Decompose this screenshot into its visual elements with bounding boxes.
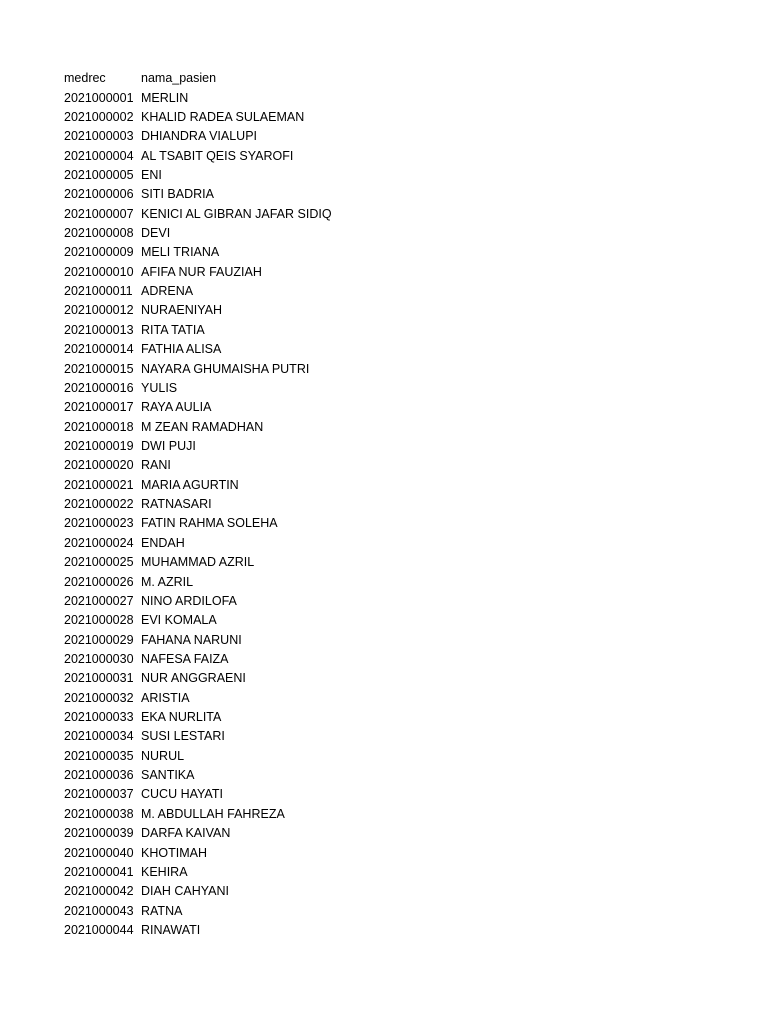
table-row [64, 476, 461, 495]
table-row [64, 843, 461, 862]
cell-nama-pasien: FATHIA ALISA [141, 342, 222, 357]
cell-medrec: 2021000044 [64, 922, 134, 937]
header-row [64, 69, 461, 88]
table-row [64, 205, 461, 224]
cell-medrec: 2021000015 [64, 361, 134, 376]
patient-table [64, 69, 461, 940]
cell-medrec: 2021000027 [64, 593, 134, 608]
cell-nama-pasien: M. ABDULLAH FAHREZA [141, 806, 285, 821]
cell-medrec: 2021000029 [64, 632, 134, 647]
table-row [64, 553, 461, 572]
cell-nama-pasien: MARIA AGURTIN [141, 477, 239, 492]
cell-nama-pasien: KHALID RADEA SULAEMAN [141, 109, 305, 124]
cell-nama-pasien: DHIANDRA VIALUPI [141, 129, 258, 144]
table-row [64, 572, 461, 591]
cell-medrec: 2021000005 [64, 167, 134, 182]
cell-nama-pasien: NINO ARDILOFA [141, 593, 237, 608]
cell-nama-pasien: MELI TRIANA [141, 245, 220, 260]
cell-nama-pasien: RANI [141, 458, 171, 473]
header-medrec: medrec [64, 71, 106, 86]
cell-medrec: 2021000042 [64, 884, 134, 899]
cell-medrec: 2021000041 [64, 864, 134, 879]
cell-nama-pasien: NURAENIYAH [141, 303, 223, 318]
cell-nama-pasien: KEHIRA [141, 864, 188, 879]
cell-nama-pasien: SUSI LESTARI [141, 729, 225, 744]
cell-medrec: 2021000035 [64, 748, 134, 763]
table-row [64, 437, 461, 456]
cell-medrec: 2021000014 [64, 342, 134, 357]
table-row [64, 592, 461, 611]
cell-medrec: 2021000024 [64, 535, 134, 550]
header-nama-pasien: nama_pasien [141, 71, 217, 86]
patient-sheet [64, 69, 744, 940]
cell-medrec: 2021000003 [64, 129, 134, 144]
cell-nama-pasien: EKA NURLITA [141, 710, 222, 725]
cell-medrec: 2021000040 [64, 845, 134, 860]
cell-nama-pasien: YULIS [141, 380, 178, 395]
table-row [64, 534, 461, 553]
cell-medrec: 2021000011 [64, 284, 133, 299]
cell-medrec: 2021000012 [64, 303, 134, 318]
cell-medrec: 2021000026 [64, 574, 134, 589]
cell-medrec: 2021000033 [64, 710, 134, 725]
cell-medrec: 2021000002 [64, 109, 134, 124]
table-row [64, 785, 461, 804]
cell-medrec: 2021000019 [64, 439, 134, 453]
table-row [64, 108, 461, 127]
cell-medrec: 2021000025 [64, 555, 134, 570]
cell-nama-pasien: RATNASARI [141, 497, 212, 512]
table-row [64, 747, 461, 766]
cell-nama-pasien: MERLIN [141, 90, 189, 105]
table-row [64, 282, 461, 301]
table-row [64, 263, 461, 282]
cell-medrec: 2021000034 [64, 729, 134, 744]
table-row [64, 901, 461, 920]
table-row [64, 650, 461, 669]
table-row [64, 146, 461, 165]
cell-nama-pasien: EVI KOMALA [141, 613, 217, 628]
cell-medrec: 2021000010 [64, 264, 134, 279]
cell-nama-pasien: DWI PUJI [141, 439, 196, 453]
cell-nama-pasien: CUCU HAYATI [141, 787, 223, 802]
table-row [64, 708, 461, 727]
table-row [64, 224, 461, 243]
cell-medrec: 2021000022 [64, 497, 134, 512]
cell-medrec: 2021000017 [64, 400, 134, 415]
cell-medrec: 2021000007 [64, 206, 134, 221]
table-row [64, 863, 461, 882]
table-row [64, 185, 461, 204]
cell-medrec: 2021000020 [64, 458, 134, 473]
cell-nama-pasien: FATIN RAHMA SOLEHA [141, 516, 278, 531]
cell-medrec: 2021000031 [64, 671, 134, 686]
cell-nama-pasien: AL TSABIT QEIS SYAROFI [141, 148, 294, 163]
table-row [64, 127, 461, 146]
table-row [64, 495, 461, 514]
table-row [64, 321, 461, 340]
table-row [64, 630, 461, 649]
cell-nama-pasien: NUR ANGGRAENI [141, 671, 246, 686]
cell-medrec: 2021000043 [64, 903, 134, 918]
table-row [64, 301, 461, 320]
table-row [64, 88, 461, 107]
cell-nama-pasien: AFIFA NUR FAUZIAH [141, 264, 262, 279]
cell-nama-pasien: RITA TATIA [141, 322, 205, 337]
table-row [64, 398, 461, 417]
cell-medrec: 2021000008 [64, 226, 134, 241]
cell-nama-pasien: NAFESA FAIZA [141, 651, 229, 666]
table-row [64, 882, 461, 901]
cell-nama-pasien: RAYA AULIA [141, 400, 212, 415]
cell-medrec: 2021000001 [64, 90, 134, 105]
cell-nama-pasien: ADRENA [141, 284, 194, 299]
cell-nama-pasien: NAYARA GHUMAISHA PUTRI [141, 361, 310, 376]
cell-medrec: 2021000039 [64, 826, 134, 841]
cell-nama-pasien: ENDAH [141, 535, 185, 550]
table-body [64, 88, 461, 940]
table-row [64, 824, 461, 843]
cell-nama-pasien: KHOTIMAH [141, 845, 207, 860]
cell-medrec: 2021000013 [64, 322, 134, 337]
cell-nama-pasien: M ZEAN RAMADHAN [141, 419, 264, 434]
table-row [64, 166, 461, 185]
cell-nama-pasien: RATNA [141, 903, 183, 918]
cell-nama-pasien: NURUL [141, 748, 185, 763]
cell-medrec: 2021000038 [64, 806, 134, 821]
table-row [64, 243, 461, 262]
cell-medrec: 2021000032 [64, 690, 134, 705]
table-row [64, 417, 461, 436]
cell-nama-pasien: FAHANA NARUNI [141, 632, 242, 647]
table-row [64, 689, 461, 708]
cell-nama-pasien: SANTIKA [141, 768, 195, 783]
table-row [64, 611, 461, 630]
table-row [64, 359, 461, 378]
table-row [64, 766, 461, 785]
cell-medrec: 2021000023 [64, 516, 134, 531]
cell-nama-pasien: RINAWATI [141, 922, 201, 937]
cell-nama-pasien: DEVI [141, 226, 171, 241]
table-row [64, 805, 461, 824]
cell-medrec: 2021000016 [64, 380, 134, 395]
cell-medrec: 2021000036 [64, 768, 134, 783]
cell-medrec: 2021000028 [64, 613, 134, 628]
cell-medrec: 2021000006 [64, 187, 134, 202]
table-row [64, 921, 461, 940]
cell-nama-pasien: MUHAMMAD AZRIL [141, 555, 255, 570]
table-row [64, 379, 461, 398]
cell-nama-pasien: DARFA KAIVAN [141, 826, 231, 841]
table-row [64, 727, 461, 746]
table-row [64, 669, 461, 688]
table-row [64, 340, 461, 359]
cell-medrec: 2021000018 [64, 419, 134, 434]
cell-medrec: 2021000030 [64, 651, 134, 666]
cell-medrec: 2021000037 [64, 787, 134, 802]
cell-medrec: 2021000004 [64, 148, 134, 163]
cell-nama-pasien: KENICI AL GIBRAN JAFAR SIDIQ [141, 206, 332, 221]
cell-nama-pasien: ARISTIA [141, 690, 190, 705]
cell-nama-pasien: DIAH CAHYANI [141, 884, 229, 899]
cell-nama-pasien: M. AZRIL [141, 574, 194, 589]
table-row [64, 456, 461, 475]
cell-medrec: 2021000021 [64, 477, 134, 492]
cell-nama-pasien: SITI BADRIA [141, 187, 214, 202]
cell-medrec: 2021000009 [64, 245, 134, 260]
cell-nama-pasien: ENI [141, 167, 162, 182]
table-row [64, 514, 461, 533]
